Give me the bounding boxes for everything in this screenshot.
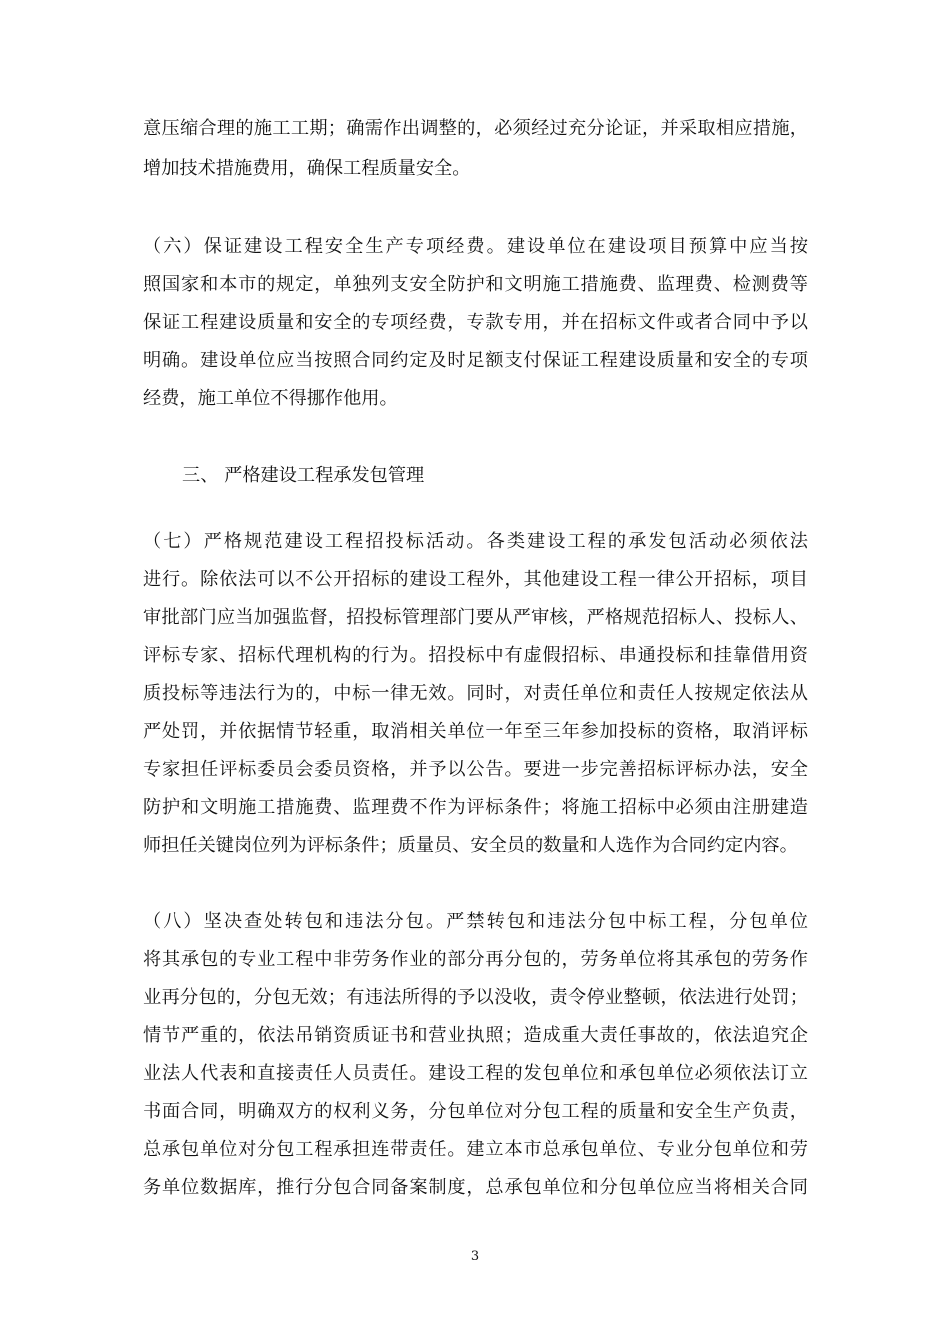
text-line: 照国家和本市的规定，单独列支安全防护和文明施工措施费、监理费、检测费等 [143, 274, 808, 295]
text-line: 情节严重的，依法吊销资质证书和营业执照；造成重大责任事故的，依法追究企 [143, 1025, 808, 1046]
page-number: 3 [470, 1249, 480, 1264]
text-line: 业法人代表和直接责任人员责任。建设工程的发包单位和承包单位必须依法订立 [143, 1063, 808, 1084]
text-line: （六）保证建设工程安全生产专项经费。建设单位在建设项目预算中应当按 [143, 236, 808, 257]
text-line: 师担任关键岗位列为评标条件；质量员、安全员的数量和人选作为合同约定内容。 [143, 835, 798, 856]
text-line: 业再分包的，分包无效；有违法所得的予以没收，责令停业整顿，依法进行处罚； [143, 987, 808, 1008]
text-line: 防护和文明施工措施费、监理费不作为评标条件；将施工招标中必须由注册建造 [143, 797, 808, 818]
text-line: 进行。除依法可以不公开招标的建设工程外，其他建设工程一律公开招标，项目 [143, 569, 808, 590]
text-line: 意压缩合理的施工工期；确需作出调整的，必须经过充分论证，并采取相应措施， [143, 118, 808, 139]
text-line: 审批部门应当加强监督，招投标管理部门要从严审核，严格规范招标人、投标人、 [143, 607, 808, 628]
text-line: 质投标等违法行为的，中标一律无效。同时，对责任单位和责任人按规定依法从 [143, 683, 808, 704]
text-line: 经费，施工单位不得挪作他用。 [143, 388, 398, 409]
text-line: （八）坚决查处转包和违法分包。严禁转包和违法分包中标工程，分包单位 [143, 911, 808, 932]
text-line: 务单位数据库，推行分包合同备案制度，总承包单位和分包单位应当将相关合同 [143, 1177, 808, 1198]
text-line: 将其承包的专业工程中非劳务作业的部分再分包的，劳务单位将其承包的劳务作 [143, 949, 808, 970]
text-line: 严处罚，并依据情节轻重，取消相关单位一年至三年参加投标的资格，取消评标 [143, 721, 808, 742]
text-line: 保证工程建设质量和安全的专项经费，专款专用，并在招标文件或者合同中予以 [143, 312, 808, 333]
text-line: 专家担任评标委员会委员资格，并予以公告。要进一步完善招标评标办法，安全 [143, 759, 808, 780]
text-line: 总承包单位对分包工程承担连带责任。建立本市总承包单位、专业分包单位和劳 [143, 1139, 808, 1160]
text-line: 书面合同，明确双方的权利义务，分包单位对分包工程的质量和安全生产负责， [143, 1101, 808, 1122]
text-line: （七）严格规范建设工程招投标活动。各类建设工程的承发包活动必须依法 [143, 531, 808, 552]
text-line: 明确。建设单位应当按照合同约定及时足额支付保证工程建设质量和安全的专项 [143, 350, 808, 371]
section-heading: 三、 严格建设工程承发包管理 [182, 465, 425, 486]
text-line: 增加技术措施费用，确保工程质量安全。 [143, 158, 471, 179]
text-line: 评标专家、招标代理机构的行为。招投标中有虚假招标、串通投标和挂靠借用资 [143, 645, 808, 666]
